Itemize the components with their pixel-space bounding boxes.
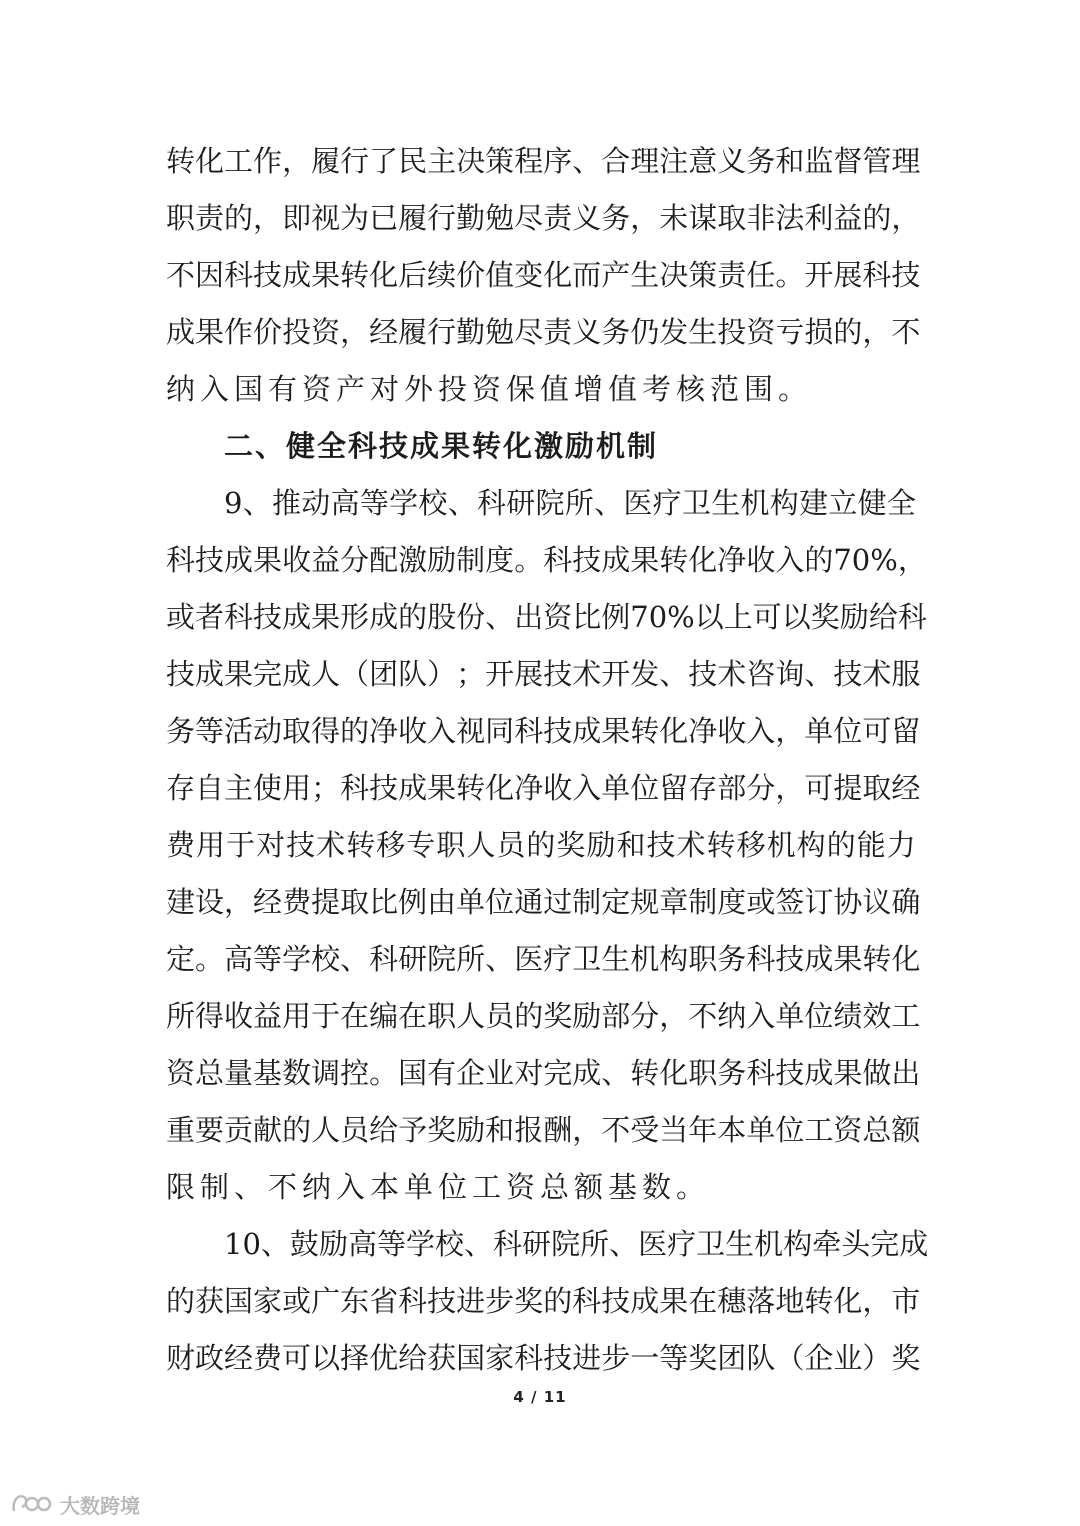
text-line: 纳入国有资产对外投资保值增值考核范围。 <box>166 372 813 406</box>
text-line: 9 、 推 动 高 等 学 校 、 科 研 院 所 、 医 疗 卫 生 机 构 建 立 健 全 <box>224 486 916 520</box>
document-body <box>166 133 929 1387</box>
text-line: 建 设 ， 经 费 提 取 比 例 由 单 位 通 过 制 定 规 章 制 度 或 签 订 协 议 确 <box>166 885 921 919</box>
page-number: 4 / 11 <box>513 1388 567 1406</box>
text-line: 10 、 鼓 励 高 等 学 校 、 科 研 院 所 、 医 疗 卫 生 机 构 牵 头 完 成 <box>224 1227 929 1261</box>
text-line: 费 用 于 对 技 术 转 移 专 职 人 员 的 奖 励 和 技 术 转 移 机 构 的 能 力 <box>166 828 916 862</box>
brand-logo-icon <box>10 1491 54 1517</box>
text-line: 技 成 果 完 成 人 （ 团 队 ） ； 开 展 技 术 开 发 、 技 术 咨 询 、 技 术 服 <box>166 657 921 691</box>
text-line: 成 果 作 价 投 资 ， 经 履 行 勤 勉 尽 责 义 务 仍 发 生 投 资 亏 损 的 ， 不 <box>166 315 921 349</box>
text-line: 务 等 活 动 取 得 的 净 收 入 视 同 科 技 成 果 转 化 净 收 入 ， 单 位 可 留 <box>166 714 921 748</box>
text-line: 的 获 国 家 或 广 东 省 科 技 进 步 奖 的 科 技 成 果 在 穗 落 地 转 化 ， 市 <box>166 1284 921 1318</box>
text-line: 不 因 科 技 成 果 转 化 后 续 价 值 变 化 而 产 生 决 策 责 任 。 开 展 科 技 <box>166 258 921 292</box>
section-heading: 二、健全科技成果转化激励机制 <box>224 429 659 463</box>
text-line: 限制、不纳入本单位工资总额基数。 <box>166 1170 711 1204</box>
paragraph-continued <box>166 133 921 418</box>
text-line: 存 自 主 使 用 ； 科 技 成 果 转 化 净 收 入 单 位 留 存 部 分 ， 可 提 取 经 <box>166 771 921 805</box>
text-line: 资 总 量 基 数 调 控 。 国 有 企 业 对 完 成 、 转 化 职 务 科 技 成 果 做 出 <box>166 1056 921 1090</box>
text-line: 科 技 成 果 收 益 分 配 激 励 制 度 。 科 技 成 果 转 化 净 收 入 的 70% ， <box>166 543 927 577</box>
text-line: 财 政 经 费 可 以 择 优 给 获 国 家 科 技 进 步 一 等 奖 团 队 （ 企 业 ） 奖 <box>166 1341 921 1375</box>
text-line: 转 化 工 作 ， 履 行 了 民 主 决 策 程 序 、 合 理 注 意 义 务 和 监 督 管 理 <box>166 144 921 178</box>
paragraph-item-10 <box>166 1216 929 1387</box>
watermark-text: 大数跨境 <box>60 1493 140 1518</box>
text-line: 定 。 高 等 学 校 、 科 研 院 所 、 医 疗 卫 生 机 构 职 务 科 技 成 果 转 化 <box>166 942 921 976</box>
watermark <box>10 1490 140 1518</box>
paragraph-item-9 <box>166 475 927 1216</box>
text-line: 所 得 收 益 用 于 在 编 在 职 人 员 的 奖 励 部 分 ， 不 纳 入 单 位 绩 效 工 <box>166 999 921 1033</box>
text-line: 职 责 的 ， 即 视 为 已 履 行 勤 勉 尽 责 义 务 ， 未 谋 取 非 法 利 益 的 ， <box>166 201 921 235</box>
text-line: 或 者 科 技 成 果 形 成 的 股 份 、 出 资 比 例 70% 以 上 可 以 奖 励 给 科 <box>166 600 927 634</box>
text-line: 重 要 贡 献 的 人 员 给 予 奖 励 和 报 酬 ， 不 受 当 年 本 单 位 工 资 总 额 <box>166 1113 921 1147</box>
